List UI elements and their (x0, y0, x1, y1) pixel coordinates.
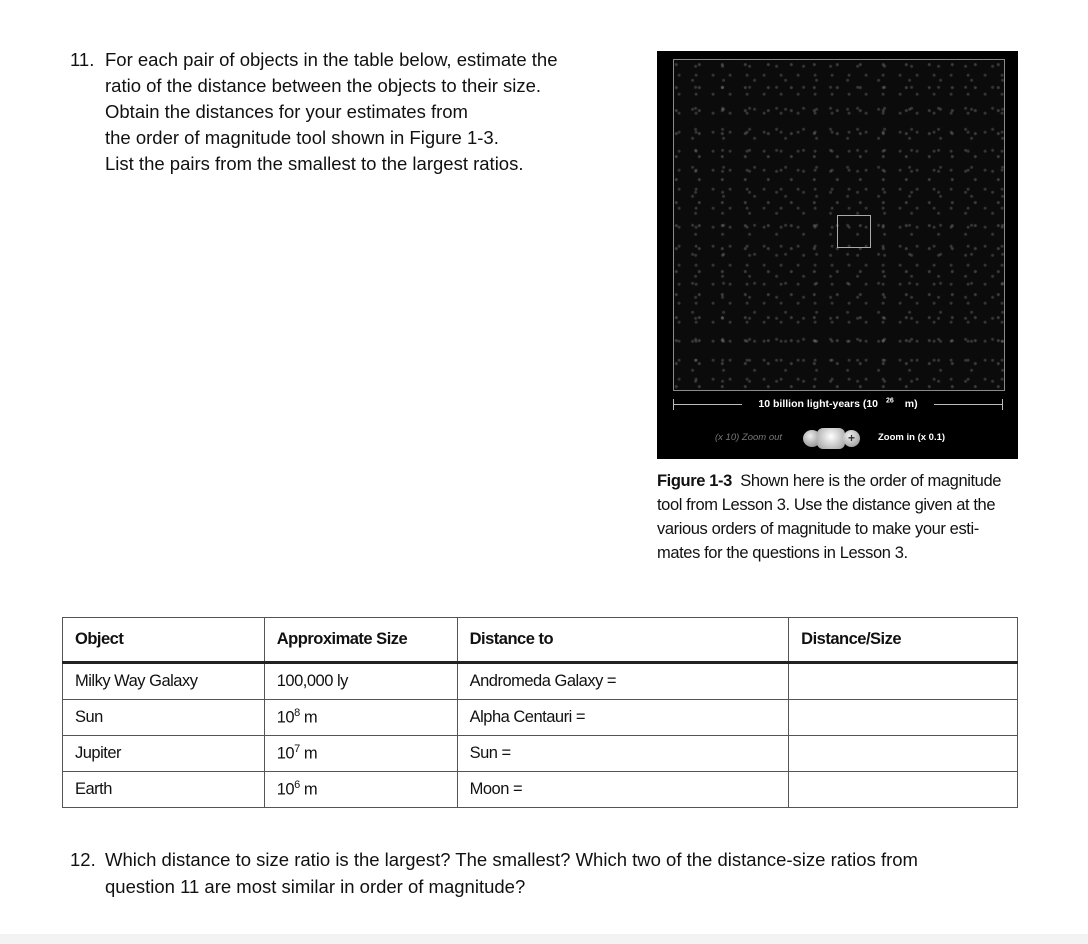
ratio-cell[interactable] (789, 700, 1018, 736)
question-number: 12. (70, 849, 96, 870)
scale-bar (673, 397, 1003, 413)
column-header-distance: Distance to (457, 618, 789, 663)
question-line: Obtain the distances for your estimates from (105, 101, 468, 122)
distance-size-table (62, 617, 1018, 808)
order-of-magnitude-tool (657, 51, 1018, 459)
caption-line: mates for the questions in Lesson 3. (657, 544, 908, 562)
column-header-size: Approximate Size (264, 618, 457, 663)
table-header-row (63, 618, 1018, 663)
distance-cell[interactable]: Sun = (457, 736, 789, 772)
object-cell: Milky Way Galaxy (63, 663, 265, 700)
caption-line: tool from Lesson 3. Use the distance given at the (657, 496, 996, 514)
zoom-in-button[interactable]: Zoom in (x 0.1) (878, 432, 946, 443)
figure-label: Figure 1-3 (657, 472, 732, 490)
zoom-slider-handle[interactable] (817, 428, 845, 449)
object-cell: Jupiter (63, 736, 265, 772)
column-header-object: Object (63, 618, 265, 663)
size-cell: $10^8$ m (264, 700, 457, 736)
figure-caption (657, 469, 1027, 565)
ratio-cell[interactable] (789, 663, 1018, 700)
question-line: Which distance to size ratio is the largest? The smallest? Which two of the distance-size ratios from (105, 849, 918, 870)
distance-cell[interactable]: Alpha Centauri = (457, 700, 789, 736)
question-number: 11. (70, 49, 95, 70)
distance-cell[interactable]: Moon = (457, 772, 789, 808)
column-header-ratio: Distance/Size (789, 618, 1018, 663)
question-11 (70, 47, 630, 177)
question-line: For each pair of objects in the table below, estimate the (105, 49, 558, 70)
size-cell: $10^6$ m (264, 772, 457, 808)
table-row (63, 663, 1018, 700)
zoom-in-plus-icon[interactable]: + (843, 430, 860, 447)
ratio-cell[interactable] (789, 736, 1018, 772)
object-cell: Sun (63, 700, 265, 736)
question-line: ratio of the distance between the objects to their size. (105, 75, 542, 96)
distance-cell[interactable]: Andromeda Galaxy = (457, 663, 789, 700)
zoom-out-button[interactable]: (x 10) Zoom out (715, 432, 783, 443)
question-line: List the pairs from the smallest to the largest ratios. (105, 153, 524, 174)
zoom-target-box[interactable] (837, 215, 871, 248)
ratio-cell[interactable] (789, 772, 1018, 808)
universe-view-image (673, 59, 1005, 391)
question-12 (70, 846, 1020, 900)
size-cell: $10^7$ m (264, 736, 457, 772)
table-row (63, 772, 1018, 808)
object-cell: Earth (63, 772, 265, 808)
caption-line: various orders of magnitude to make your esti- (657, 520, 979, 538)
scale-label: 10 billion light-years (10 $^{26}$ m) (673, 397, 1003, 410)
question-line: the order of magnitude tool shown in Figure 1-3. (105, 127, 499, 148)
caption-line: Shown here is the order of magnitude (740, 472, 1002, 490)
table-row (63, 736, 1018, 772)
page-bottom-edge (0, 934, 1088, 944)
zoom-controls (657, 427, 1018, 449)
size-cell: 100,000 ly (264, 663, 457, 700)
question-line: question 11 are most similar in order of magnitude? (105, 876, 526, 897)
table-row (63, 700, 1018, 736)
